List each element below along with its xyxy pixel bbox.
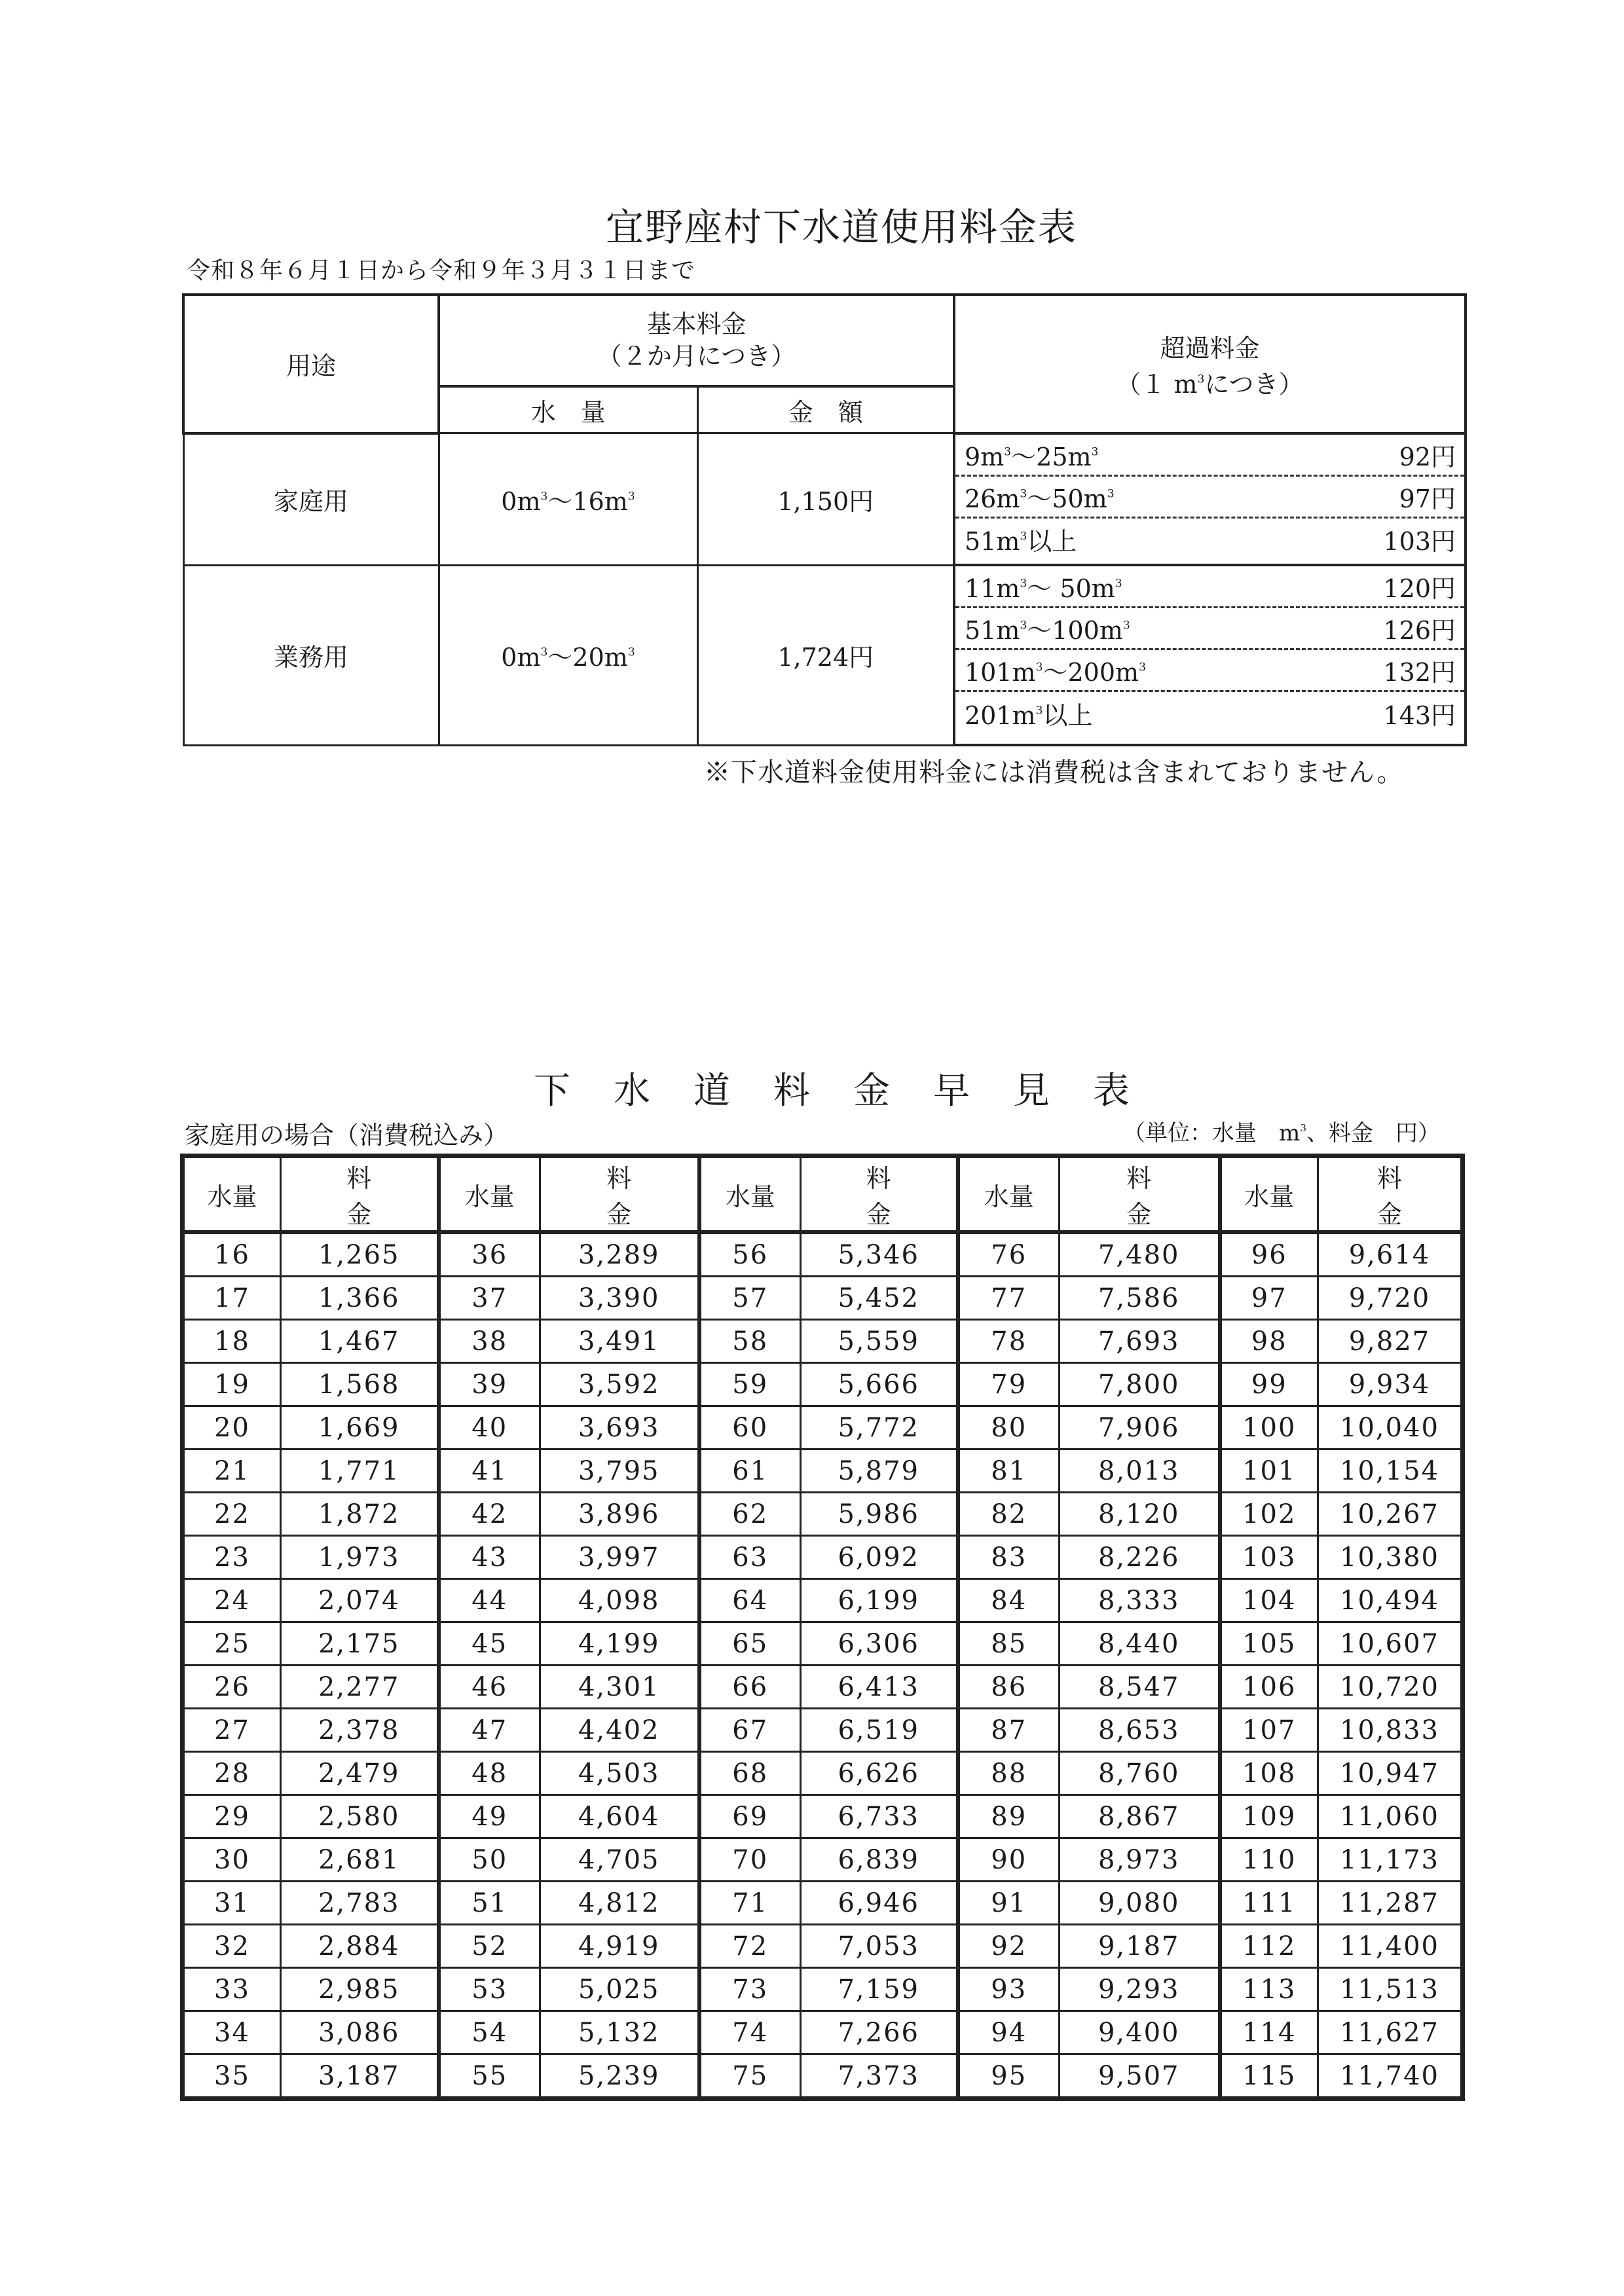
fee-cell: 10,380: [1318, 1536, 1463, 1579]
volume-cell: 96: [1220, 1232, 1318, 1277]
volume-cell: 48: [439, 1752, 540, 1795]
fee-cell: 4,301: [540, 1666, 699, 1709]
fee-cell: 10,494: [1318, 1579, 1463, 1622]
unit-note: （単位：水量 $m^3$、料金 円）: [1123, 1120, 1440, 1146]
excess-tier-range: $26m^3\sim 50m^3$: [965, 484, 1115, 513]
excess-tiers: [954, 565, 1466, 745]
fee-cell: 3,795: [540, 1449, 699, 1493]
col-volume-header: 水量: [183, 1156, 281, 1233]
fee-cell: 5,025: [540, 1968, 699, 2011]
fee-cell: 4,098: [540, 1579, 699, 1622]
rate-row-household: [183, 433, 1466, 566]
fee-cell: 5,452: [801, 1277, 958, 1320]
volume-cell: 18: [183, 1320, 281, 1363]
fee-cell: 7,266: [801, 2011, 958, 2054]
excess-tier-row: [955, 519, 1464, 560]
basic-fee-label: 基本料金: [646, 309, 747, 338]
excess-tier-price: 103円: [1383, 527, 1456, 556]
volume-cell: 89: [958, 1795, 1060, 1838]
volume-cell: 25: [183, 1622, 281, 1666]
excess-tier-price: 126円: [1383, 616, 1456, 645]
volume-cell: 68: [699, 1752, 801, 1795]
fee-cell: 9,720: [1318, 1277, 1463, 1320]
fee-cell: 8,440: [1060, 1622, 1220, 1666]
fee-cell: 5,879: [801, 1449, 958, 1493]
table-row: [183, 1795, 1463, 1838]
volume-cell: 20: [183, 1406, 281, 1449]
excess-tier-range: $201m^3$以上: [965, 701, 1093, 730]
volume-cell: 79: [958, 1363, 1060, 1406]
volume-cell: 22: [183, 1493, 281, 1536]
col-fee-header: 料 金: [540, 1156, 699, 1233]
volume-cell: 63: [699, 1536, 801, 1579]
fee-cell: 3,693: [540, 1406, 699, 1449]
volume-cell: 77: [958, 1277, 1060, 1320]
fee-cell: 6,413: [801, 1666, 958, 1709]
volume-cell: 114: [1220, 2011, 1318, 2054]
volume-cell: 41: [439, 1449, 540, 1493]
fee-cell: 4,402: [540, 1709, 699, 1752]
volume-cell: 27: [183, 1709, 281, 1752]
volume-cell: 106: [1220, 1666, 1318, 1709]
basic-amount-cell: 1,724円: [697, 565, 954, 745]
col-fee-header: 料 金: [1318, 1156, 1463, 1233]
fee-cell: 3,086: [281, 2011, 439, 2054]
volume-cell: 100: [1220, 1406, 1318, 1449]
volume-cell: 59: [699, 1363, 801, 1406]
fee-cell: 2,884: [281, 1925, 439, 1968]
volume-cell: 91: [958, 1882, 1060, 1925]
table-row: [183, 1536, 1463, 1579]
volume-cell: 103: [1220, 1536, 1318, 1579]
excess-tier-row: [955, 608, 1464, 650]
fee-cell: 4,812: [540, 1882, 699, 1925]
excess-fee-header: [954, 295, 1466, 433]
fee-cell: 8,226: [1060, 1536, 1220, 1579]
table-row: [183, 1838, 1463, 1882]
volume-cell: 37: [439, 1277, 540, 1320]
volume-cell: 87: [958, 1709, 1060, 1752]
fee-cell: 10,040: [1318, 1406, 1463, 1449]
fee-cell: 11,513: [1318, 1968, 1463, 2011]
volume-cell: 45: [439, 1622, 540, 1666]
fee-cell: 2,783: [281, 1882, 439, 1925]
basic-volume-cell: $0m^3\sim 16m^3$: [439, 433, 697, 566]
fee-cell: 8,867: [1060, 1795, 1220, 1838]
fee-cell: 2,175: [281, 1622, 439, 1666]
fee-cell: 9,080: [1060, 1882, 1220, 1925]
title-char: 早: [933, 1070, 970, 1112]
volume-cell: 80: [958, 1406, 1060, 1449]
fee-cell: 10,607: [1318, 1622, 1463, 1666]
quick-lookup-table: [180, 1154, 1480, 2101]
excess-tier-price: 120円: [1383, 574, 1456, 603]
volume-cell: 104: [1220, 1579, 1318, 1622]
excess-tier-range: $9m^3\sim 25m^3$: [965, 442, 1099, 471]
fee-cell: 8,760: [1060, 1752, 1220, 1795]
volume-cell: 102: [1220, 1493, 1318, 1536]
fee-cell: 7,373: [801, 2054, 958, 2099]
fee-cell: 5,239: [540, 2054, 699, 2099]
fee-cell: 11,400: [1318, 1925, 1463, 1968]
volume-cell: 78: [958, 1320, 1060, 1363]
volume-cell: 17: [183, 1277, 281, 1320]
volume-cell: 33: [183, 1968, 281, 2011]
volume-cell: 64: [699, 1579, 801, 1622]
excess-tier-price: 132円: [1383, 658, 1456, 687]
volume-cell: 55: [439, 2054, 540, 2099]
fee-cell: 11,060: [1318, 1795, 1463, 1838]
volume-cell: 66: [699, 1666, 801, 1709]
table-row: [183, 1232, 1463, 1277]
fee-cell: 3,592: [540, 1363, 699, 1406]
fee-cell: 6,306: [801, 1622, 958, 1666]
fee-cell: 8,653: [1060, 1709, 1220, 1752]
basic-volume-cell: $0m^3\sim 20m^3$: [439, 565, 697, 745]
volume-cell: 31: [183, 1882, 281, 1925]
volume-cell: 47: [439, 1709, 540, 1752]
table-row: [183, 1579, 1463, 1622]
fee-cell: 1,973: [281, 1536, 439, 1579]
excess-tier-range: $51m^3\sim 100m^3$: [965, 616, 1130, 645]
fee-cell: 2,681: [281, 1838, 439, 1882]
table-row: [183, 1709, 1463, 1752]
quick-table-header-row: [183, 1156, 1463, 1233]
excess-tier-row: [955, 650, 1464, 692]
fee-cell: 4,604: [540, 1795, 699, 1838]
fee-cell: 2,580: [281, 1795, 439, 1838]
col-fee-header: 料 金: [801, 1156, 958, 1233]
usage-cell: 業務用: [183, 565, 439, 745]
title-char: 料: [773, 1070, 810, 1112]
fee-cell: 1,366: [281, 1277, 439, 1320]
fee-cell: 6,626: [801, 1752, 958, 1795]
fee-cell: 11,740: [1318, 2054, 1463, 2099]
volume-cell: 65: [699, 1622, 801, 1666]
volume-cell: 51: [439, 1882, 540, 1925]
fee-cell: 3,390: [540, 1277, 699, 1320]
volume-cell: 101: [1220, 1449, 1318, 1493]
fee-cell: 9,827: [1318, 1320, 1463, 1363]
fee-cell: 1,771: [281, 1449, 439, 1493]
fee-cell: 4,199: [540, 1622, 699, 1666]
volume-cell: 110: [1220, 1838, 1318, 1882]
fee-cell: 5,666: [801, 1363, 958, 1406]
col-fee-header: 料 金: [1060, 1156, 1220, 1233]
fee-cell: 6,092: [801, 1536, 958, 1579]
volume-cell: 56: [699, 1232, 801, 1277]
fee-cell: 3,187: [281, 2054, 439, 2099]
volume-cell: 39: [439, 1363, 540, 1406]
volume-cell: 109: [1220, 1795, 1318, 1838]
excess-fee-label: 超過料金: [1160, 333, 1260, 363]
rate-sheet-title: 宜野座村下水道使用料金表: [605, 205, 1077, 249]
fee-cell: 5,132: [540, 2011, 699, 2054]
fee-cell: 5,986: [801, 1493, 958, 1536]
volume-cell: 93: [958, 1968, 1060, 2011]
table-row: [183, 1363, 1463, 1406]
table-row: [183, 2011, 1463, 2054]
volume-cell: 94: [958, 2011, 1060, 2054]
volume-cell: 105: [1220, 1622, 1318, 1666]
fee-cell: 10,947: [1318, 1752, 1463, 1795]
volume-header: 水 量: [439, 386, 697, 433]
col-volume-header: 水量: [699, 1156, 801, 1233]
volume-cell: 60: [699, 1406, 801, 1449]
fee-cell: 6,519: [801, 1709, 958, 1752]
fee-cell: 1,568: [281, 1363, 439, 1406]
volume-cell: 57: [699, 1277, 801, 1320]
fee-cell: 11,627: [1318, 2011, 1463, 2054]
volume-cell: 99: [1220, 1363, 1318, 1406]
volume-cell: 61: [699, 1449, 801, 1493]
volume-cell: 49: [439, 1795, 540, 1838]
basic-amount-cell: 1,150円: [697, 433, 954, 566]
volume-cell: 21: [183, 1449, 281, 1493]
excess-tier-row: [955, 435, 1464, 477]
volume-cell: 74: [699, 2011, 801, 2054]
volume-cell: 62: [699, 1493, 801, 1536]
table-row: [183, 1320, 1463, 1363]
table-row: [183, 1493, 1463, 1536]
volume-cell: 86: [958, 1666, 1060, 1709]
fee-cell: 6,199: [801, 1579, 958, 1622]
title-char: 金: [853, 1070, 890, 1112]
table-row: [183, 2054, 1463, 2099]
fee-cell: 3,289: [540, 1232, 699, 1277]
volume-cell: 108: [1220, 1752, 1318, 1795]
fee-cell: 5,559: [801, 1320, 958, 1363]
volume-cell: 24: [183, 1579, 281, 1622]
title-char: 表: [1093, 1070, 1130, 1112]
fee-cell: 9,614: [1318, 1232, 1463, 1277]
table-row: [183, 1406, 1463, 1449]
volume-cell: 70: [699, 1838, 801, 1882]
fee-cell: 8,547: [1060, 1666, 1220, 1709]
volume-cell: 26: [183, 1666, 281, 1709]
fee-cell: 8,333: [1060, 1579, 1220, 1622]
fee-cell: 3,896: [540, 1493, 699, 1536]
volume-cell: 115: [1220, 2054, 1318, 2099]
fee-cell: 8,013: [1060, 1449, 1220, 1493]
fee-cell: 9,400: [1060, 2011, 1220, 2054]
fee-cell: 1,467: [281, 1320, 439, 1363]
volume-cell: 36: [439, 1232, 540, 1277]
basic-fee-note: （２か月につき）: [597, 342, 796, 371]
table-row: [183, 1968, 1463, 2011]
fee-cell: 7,586: [1060, 1277, 1220, 1320]
table-row: [183, 1925, 1463, 1968]
basic-fee-header: [439, 295, 954, 386]
volume-cell: 46: [439, 1666, 540, 1709]
volume-cell: 85: [958, 1622, 1060, 1666]
usage-header: 用途: [183, 295, 439, 433]
table-row: [183, 1449, 1463, 1493]
volume-cell: 76: [958, 1232, 1060, 1277]
fee-cell: 2,985: [281, 1968, 439, 2011]
volume-cell: 107: [1220, 1709, 1318, 1752]
fee-cell: 3,997: [540, 1536, 699, 1579]
table-row: [183, 1666, 1463, 1709]
fee-cell: 4,705: [540, 1838, 699, 1882]
volume-cell: 72: [699, 1925, 801, 1968]
table-row: [183, 1882, 1463, 1925]
fee-cell: 7,480: [1060, 1232, 1220, 1277]
volume-cell: 69: [699, 1795, 801, 1838]
fee-cell: 4,503: [540, 1752, 699, 1795]
quick-table-title: [0, 1062, 1624, 1114]
fee-cell: 5,772: [801, 1406, 958, 1449]
fee-cell: 9,187: [1060, 1925, 1220, 1968]
fee-cell: 9,293: [1060, 1968, 1220, 2011]
title-char: 水: [614, 1070, 650, 1112]
rate-table: [182, 293, 1467, 746]
usage-cell: 家庭用: [183, 433, 439, 566]
volume-cell: 82: [958, 1493, 1060, 1536]
fee-cell: 7,693: [1060, 1320, 1220, 1363]
fee-cell: 7,053: [801, 1925, 958, 1968]
volume-cell: 38: [439, 1320, 540, 1363]
fee-cell: 10,154: [1318, 1449, 1463, 1493]
volume-cell: 23: [183, 1536, 281, 1579]
col-volume-header: 水量: [439, 1156, 540, 1233]
fee-cell: 7,800: [1060, 1363, 1220, 1406]
volume-cell: 112: [1220, 1925, 1318, 1968]
volume-cell: 81: [958, 1449, 1060, 1493]
fee-cell: 2,378: [281, 1709, 439, 1752]
volume-cell: 88: [958, 1752, 1060, 1795]
fee-cell: 8,973: [1060, 1838, 1220, 1882]
volume-cell: 53: [439, 1968, 540, 2011]
fee-cell: 1,669: [281, 1406, 439, 1449]
excess-tier-range: $51m^3$以上: [965, 527, 1077, 556]
volume-cell: 40: [439, 1406, 540, 1449]
excess-tiers: [954, 433, 1466, 566]
tax-note: ※下水道料金使用料金には消費税は含まれておりません。: [704, 757, 1404, 788]
excess-tier-row: [955, 477, 1464, 519]
volume-cell: 98: [1220, 1320, 1318, 1363]
volume-cell: 29: [183, 1795, 281, 1838]
volume-cell: 32: [183, 1925, 281, 1968]
excess-fee-note: （１ $m^3$につき）: [1116, 369, 1304, 399]
excess-tier-row: [955, 692, 1464, 734]
rate-table-header-row: [183, 295, 1466, 386]
col-volume-header: 水量: [1220, 1156, 1318, 1233]
quick-table-subtitle: 家庭用の場合（消費税込み）: [185, 1121, 509, 1150]
fee-cell: 1,265: [281, 1232, 439, 1277]
col-fee-header: 料 金: [281, 1156, 439, 1233]
fee-cell: 5,346: [801, 1232, 958, 1277]
fee-cell: 10,267: [1318, 1493, 1463, 1536]
volume-cell: 16: [183, 1232, 281, 1277]
excess-tier-price: 92円: [1399, 442, 1456, 471]
excess-tier-price: 143円: [1383, 701, 1456, 730]
volume-cell: 35: [183, 2054, 281, 2099]
volume-cell: 50: [439, 1838, 540, 1882]
excess-tier-range: $11m^3\sim$ $50m^3$: [965, 574, 1122, 603]
volume-cell: 90: [958, 1838, 1060, 1882]
fee-cell: 11,173: [1318, 1838, 1463, 1882]
volume-cell: 52: [439, 1925, 540, 1968]
amount-header: 金 額: [697, 386, 954, 433]
volume-cell: 97: [1220, 1277, 1318, 1320]
table-row: [183, 1277, 1463, 1320]
fee-cell: 11,287: [1318, 1882, 1463, 1925]
excess-tier-price: 97円: [1399, 484, 1456, 513]
volume-cell: 43: [439, 1536, 540, 1579]
fee-cell: 2,277: [281, 1666, 439, 1709]
volume-cell: 34: [183, 2011, 281, 2054]
volume-cell: 71: [699, 1882, 801, 1925]
volume-cell: 84: [958, 1579, 1060, 1622]
fee-cell: 10,833: [1318, 1709, 1463, 1752]
fee-cell: 6,733: [801, 1795, 958, 1838]
fee-cell: 6,946: [801, 1882, 958, 1925]
effective-period: 令和８年６月１日から令和９年３月３１日まで: [187, 257, 696, 284]
volume-cell: 28: [183, 1752, 281, 1795]
fee-cell: 1,872: [281, 1493, 439, 1536]
volume-cell: 42: [439, 1493, 540, 1536]
volume-cell: 58: [699, 1320, 801, 1363]
fee-cell: 7,159: [801, 1968, 958, 2011]
fee-cell: 3,491: [540, 1320, 699, 1363]
fee-cell: 7,906: [1060, 1406, 1220, 1449]
fee-cell: 2,074: [281, 1579, 439, 1622]
fee-cell: 8,120: [1060, 1493, 1220, 1536]
volume-cell: 19: [183, 1363, 281, 1406]
fee-cell: 10,720: [1318, 1666, 1463, 1709]
col-volume-header: 水量: [958, 1156, 1060, 1233]
title-char: 下: [534, 1070, 570, 1112]
excess-tier-row: [955, 566, 1464, 608]
volume-cell: 113: [1220, 1968, 1318, 2011]
volume-cell: 54: [439, 2011, 540, 2054]
volume-cell: 75: [699, 2054, 801, 2099]
fee-cell: 4,919: [540, 1925, 699, 1968]
title-char: 見: [1013, 1070, 1050, 1112]
volume-cell: 67: [699, 1709, 801, 1752]
fee-cell: 9,934: [1318, 1363, 1463, 1406]
volume-cell: 30: [183, 1838, 281, 1882]
rate-row-business: [183, 565, 1466, 745]
volume-cell: 95: [958, 2054, 1060, 2099]
fee-cell: 6,839: [801, 1838, 958, 1882]
volume-cell: 44: [439, 1579, 540, 1622]
volume-cell: 73: [699, 1968, 801, 2011]
table-row: [183, 1752, 1463, 1795]
fee-cell: 2,479: [281, 1752, 439, 1795]
volume-cell: 92: [958, 1925, 1060, 1968]
table-row: [183, 1622, 1463, 1666]
fee-cell: 9,507: [1060, 2054, 1220, 2099]
excess-tier-range: $101m^3\sim 200m^3$: [965, 658, 1146, 687]
volume-cell: 111: [1220, 1882, 1318, 1925]
volume-cell: 83: [958, 1536, 1060, 1579]
title-char: 道: [693, 1070, 730, 1112]
